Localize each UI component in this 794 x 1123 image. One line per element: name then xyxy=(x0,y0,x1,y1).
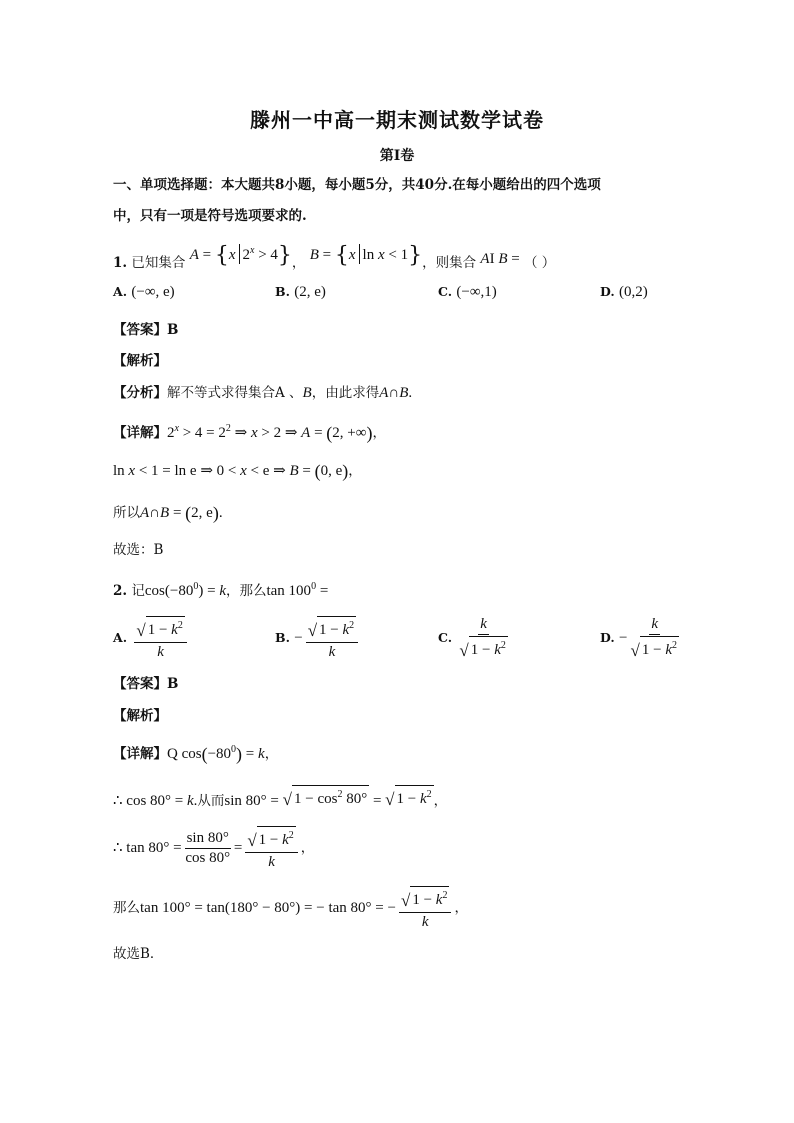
question-1-number: 1. xyxy=(113,255,128,271)
q1-step-ln: ln x < 1 = ln e ⇒ 0 < x < e ⇒ B = (0, e)， xyxy=(113,461,362,481)
q1-answer xyxy=(113,320,178,340)
section-heading-line2: 中，只有一项是符号选项要求的. xyxy=(113,208,307,224)
q2-xiangjie: 【详解】Q $\cos(-80^0) = k$， xyxy=(113,744,279,764)
q1-option-d-label: D. xyxy=(600,284,615,299)
q1-answer-value: B xyxy=(167,322,179,338)
q1-answer-tag: 【答案】 xyxy=(113,322,167,338)
q2-option-b-label: B. xyxy=(275,630,290,645)
question-2-prefix: 记 xyxy=(131,583,145,599)
q1-option-d-value: (0,2) xyxy=(619,284,648,300)
q2-answer xyxy=(113,674,178,694)
set-b-formula: B = {x ln x < 1} xyxy=(309,243,423,268)
q1-xiangjie-tag: 【详解】 xyxy=(113,425,167,441)
q1-option-b xyxy=(275,284,326,301)
q2-option-b: B. − √ $1 - k^2$ k xyxy=(275,616,361,661)
q1-fenxi: 【分析】解不等式求得集合A 、B，由此求得A∩B. xyxy=(113,385,413,401)
q2-analysis-tag: 【解析】 xyxy=(113,708,167,724)
q1-fenxi-tag: 【分析】 xyxy=(113,385,167,401)
section-heading-line1: 一、单项选择题：本大题共8小题，每小题5分，共40分.在每小题给出的四个选项 xyxy=(113,177,601,193)
q2-option-d: D. − k √ $1 - k^2$ xyxy=(600,616,677,660)
q2-answer-value: B xyxy=(167,676,179,692)
q1-suoyi: 所以 xyxy=(113,505,140,521)
question-2-mid: ，那么 xyxy=(225,583,267,599)
q1-option-c-value: (−∞,1) xyxy=(456,284,497,300)
q1-option-b-label: B. xyxy=(275,284,290,299)
q2-xiangjie-tag: 【详解】 xyxy=(113,746,167,762)
q1-xiangjie: 【详解】$2^x > 4 = 2^2$ ⇒ x > 2 ⇒ A = (2, +∞)， xyxy=(113,423,386,443)
q1-option-b-value: (2, e) xyxy=(294,284,326,300)
page-title: 滕州一中高一期末测试数学试卷 xyxy=(250,108,544,132)
q2-step-sin: ∴ cos 80° = k.从而sin 80° = √ $1 - \cos^2 80^\circ$ = √ $1 - k^2$ ， xyxy=(113,785,447,811)
q1-fenxi-text-b: ，由此求得 xyxy=(311,385,380,401)
q2-step-tan100: 那么tan 100° = tan(180° − 80°) = − tan 80° = − √ $1 - k^2$ k ， xyxy=(113,886,468,931)
q2-conger: 从而 xyxy=(197,793,225,809)
question-1-stem xyxy=(113,243,556,274)
q2-option-c: C. k √ $1 - k^2$ xyxy=(438,616,506,660)
answer-blank: （ ） xyxy=(524,255,556,271)
question-1-prefix: 已知集合 xyxy=(131,255,186,271)
q1-fenxi-text-a: 解不等式求得集合A 、 xyxy=(167,385,303,401)
q2-choose: 故选B． xyxy=(113,946,164,962)
q2-step-tan80: ∴ tan 80° = $\frac{\sin 80^\circ}{\cos 80^\circ}$ = √ $1 - k^2$ k ， xyxy=(113,826,314,871)
question-2-number: 2. xyxy=(113,583,128,599)
q2-nameme: 那么 xyxy=(113,900,140,916)
q1-analysis-tag: 【解析】 xyxy=(113,353,167,369)
intersection-formula: AI B = xyxy=(480,251,520,267)
q2-answer-tag: 【答案】 xyxy=(113,676,167,692)
question-1-comma: ， xyxy=(291,255,306,271)
q1-option-c-label: C. xyxy=(438,284,453,299)
q1-option-a-label: A. xyxy=(113,284,128,299)
q2-option-a-label: A. xyxy=(113,630,128,645)
q1-choose: 故选：B xyxy=(113,542,164,558)
q1-option-d xyxy=(600,284,648,301)
set-a-formula: A = {x $2^x > 4$} xyxy=(189,243,292,268)
question-2-stem: 2. 记$\cos(-80^0) = k$，那么$\tan 100^0$ = xyxy=(113,581,329,599)
q2-option-c-label: C. xyxy=(438,630,453,645)
q2-option-a: A. √ $1 - k^2$ k xyxy=(113,616,190,661)
page-subtitle: 第I卷 xyxy=(379,148,415,164)
q2-option-d-label: D. xyxy=(600,630,615,645)
q1-option-a-value: (−∞, e) xyxy=(131,284,175,300)
q1-option-a xyxy=(113,284,175,301)
q1-option-c xyxy=(438,284,497,301)
question-1-suffix: ，则集合 xyxy=(422,255,477,271)
q1-conclusion: 所以A∩B = (2, e). xyxy=(113,503,223,523)
